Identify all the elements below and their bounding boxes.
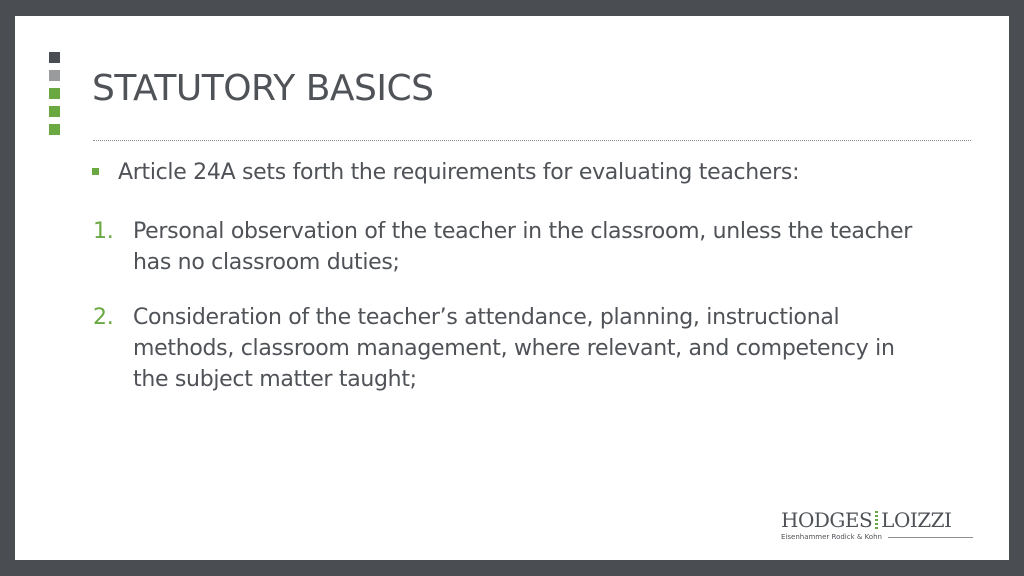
stacked-squares-icon (49, 52, 61, 142)
logo-subtitle: Eisenhammer Rodick & Kohn (781, 533, 882, 541)
list-item-number: 2. (93, 305, 114, 330)
square-green (49, 124, 60, 135)
list-item (93, 216, 923, 278)
bullet-intro (92, 160, 799, 185)
slide (15, 16, 1009, 560)
bullet-text: Article 24A sets forth the requirements for evaluating teachers: (118, 160, 800, 185)
square-green (49, 88, 60, 99)
logo-right-name: LOIZZI (881, 508, 952, 532)
square-dark (49, 52, 60, 63)
logo-subtitle-row (781, 533, 973, 541)
square-gray (49, 70, 60, 81)
logo-left-name: HODGES (781, 508, 873, 532)
list-item-number: 1. (93, 219, 114, 244)
list-item-text: Personal observation of the teacher in the classroom, unless the teacher has no classroom duties; (133, 219, 913, 275)
logo-separator (875, 511, 878, 529)
title-divider (93, 140, 971, 141)
list-item-text: Consideration of the teacher’s attendance, planning, instructional methods, classroom management, where relevant, and competency in the subject matter taught; (133, 305, 895, 392)
square-bullet-icon (92, 168, 99, 175)
logo-wordmark (781, 510, 973, 530)
page-title: STATUTORY BASICS (92, 68, 434, 109)
firm-logo (781, 510, 973, 544)
list-item (93, 302, 923, 395)
logo-underline (888, 537, 973, 538)
square-green (49, 106, 60, 117)
